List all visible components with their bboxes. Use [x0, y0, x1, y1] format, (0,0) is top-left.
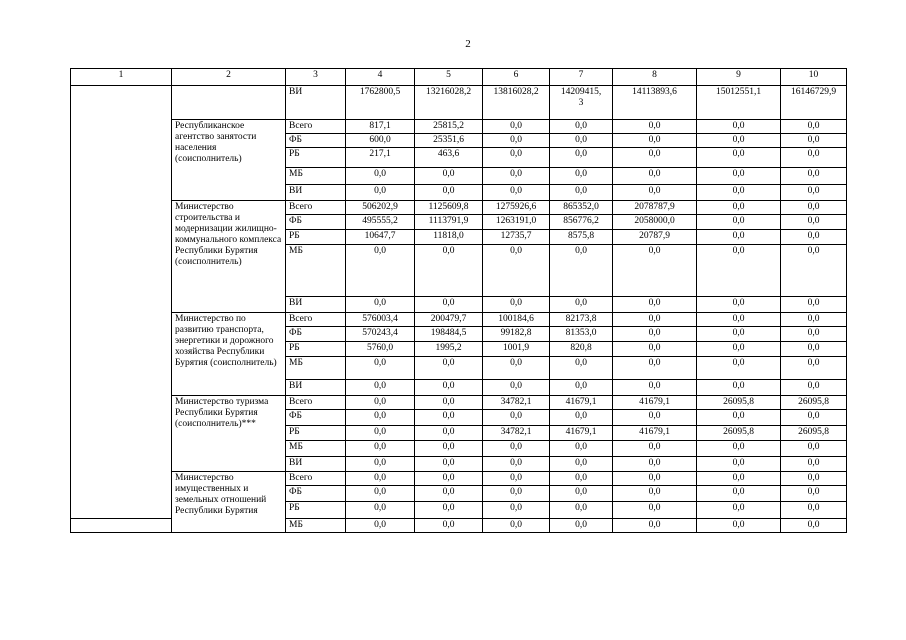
value-cell: 0,0: [415, 410, 483, 426]
funding-source-cell: РБ: [286, 502, 346, 519]
value-cell: 0,0: [781, 357, 847, 380]
value-cell: 13216028,2: [415, 86, 483, 120]
value-cell: 20787,9: [613, 230, 697, 245]
value-cell: 0,0: [483, 486, 550, 502]
funding-source-cell: МБ: [286, 441, 346, 457]
value-cell: 12735,7: [483, 230, 550, 245]
value-cell: 0,0: [415, 168, 483, 185]
value-cell: 0,0: [483, 380, 550, 396]
value-cell: 0,0: [781, 441, 847, 457]
value-cell: 0,0: [613, 519, 697, 533]
value-cell: 0,0: [697, 215, 781, 230]
value-cell: 0,0: [697, 441, 781, 457]
value-cell: 0,0: [550, 120, 613, 134]
value-cell: 0,0: [550, 245, 613, 297]
funding-source-cell: РБ: [286, 426, 346, 441]
value-cell: 0,0: [346, 410, 415, 426]
value-cell: 0,0: [697, 120, 781, 134]
value-cell: 14113893,6: [613, 86, 697, 120]
value-cell: 0,0: [697, 486, 781, 502]
funding-source-cell: ФБ: [286, 410, 346, 426]
header-cell: 4: [346, 69, 415, 86]
table-row: [71, 201, 847, 215]
value-cell: 0,0: [346, 297, 415, 313]
value-cell: 0,0: [483, 457, 550, 472]
value-cell: 0,0: [483, 502, 550, 519]
value-cell: 0,0: [550, 502, 613, 519]
value-cell: 0,0: [697, 297, 781, 313]
value-cell: 1275926,6: [483, 201, 550, 215]
value-cell: 0,0: [781, 134, 847, 148]
value-cell: 0,0: [346, 357, 415, 380]
funding-source-cell: ФБ: [286, 215, 346, 230]
value-cell: 0,0: [415, 185, 483, 201]
value-cell: 0,0: [781, 457, 847, 472]
value-cell: 0,0: [483, 168, 550, 185]
value-cell: 1263191,0: [483, 215, 550, 230]
value-cell: 0,0: [346, 245, 415, 297]
value-cell: 0,0: [346, 486, 415, 502]
table-row: [71, 472, 847, 486]
value-cell: 0,0: [697, 357, 781, 380]
value-cell: 16146729,9: [781, 86, 847, 120]
value-cell: 0,0: [613, 327, 697, 342]
value-cell: 495555,2: [346, 215, 415, 230]
value-cell: 0,0: [346, 396, 415, 410]
value-cell: 0,0: [346, 168, 415, 185]
executor-name: Министерство строительства и модернизации жилищно-коммунального комплекса Республики Бурятия (соисполнитель): [172, 201, 286, 313]
program-cell: [71, 86, 172, 519]
header-cell: 6: [483, 69, 550, 86]
value-cell: 0,0: [697, 245, 781, 297]
value-cell: 82173,8: [550, 313, 613, 327]
value-cell: 0,0: [415, 297, 483, 313]
value-cell: 13816028,2: [483, 86, 550, 120]
value-cell: 0,0: [415, 245, 483, 297]
value-cell: 0,0: [415, 502, 483, 519]
value-cell: 0,0: [346, 502, 415, 519]
value-cell: 0,0: [613, 245, 697, 297]
value-cell: 0,0: [697, 313, 781, 327]
value-cell: 0,0: [781, 297, 847, 313]
value-cell: 0,0: [697, 201, 781, 215]
value-cell: 0,0: [613, 441, 697, 457]
header-cell: 1: [71, 69, 172, 86]
executor-cell-blank: [172, 86, 286, 120]
funding-source-cell: РБ: [286, 148, 346, 168]
header-cell: 5: [415, 69, 483, 86]
funding-source-cell: МБ: [286, 519, 346, 533]
value-cell: 820,8: [550, 342, 613, 357]
value-cell: 0,0: [781, 502, 847, 519]
value-cell: 0,0: [550, 168, 613, 185]
executor-name: Министерство по развитию транспорта, энергетики и дорожного хозяйства Республики Бурятия (соисполнитель): [172, 313, 286, 396]
value-cell: 0,0: [550, 457, 613, 472]
value-cell: 0,0: [550, 185, 613, 201]
value-cell: 0,0: [697, 380, 781, 396]
value-cell: 0,0: [550, 519, 613, 533]
value-cell: 0,0: [781, 327, 847, 342]
value-cell: 0,0: [781, 201, 847, 215]
value-cell: 0,0: [781, 313, 847, 327]
value-cell: 11818,0: [415, 230, 483, 245]
value-cell: 99182,8: [483, 327, 550, 342]
value-cell: 0,0: [415, 486, 483, 502]
value-cell: 0,0: [697, 230, 781, 245]
value-cell: 0,0: [613, 120, 697, 134]
funding-source-cell: МБ: [286, 357, 346, 380]
budget-table: [70, 68, 847, 533]
value-cell: 41679,1: [613, 426, 697, 441]
value-cell: 0,0: [415, 380, 483, 396]
value-cell: 2078787,9: [613, 201, 697, 215]
value-cell: 0,0: [346, 519, 415, 533]
value-cell: 0,0: [483, 297, 550, 313]
value-cell: 0,0: [346, 472, 415, 486]
value-cell: 0,0: [550, 148, 613, 168]
value-cell: 15012551,1: [697, 86, 781, 120]
funding-source-cell: Всего: [286, 472, 346, 486]
funding-source-cell: ВИ: [286, 457, 346, 472]
executor-name: Министерство туризма Республики Бурятия (соисполнитель)***: [172, 396, 286, 472]
value-cell: 0,0: [613, 502, 697, 519]
value-cell: 0,0: [781, 215, 847, 230]
value-cell: 41679,1: [613, 396, 697, 410]
value-cell: 0,0: [781, 410, 847, 426]
value-cell: 576003,4: [346, 313, 415, 327]
value-cell: 25815,2: [415, 120, 483, 134]
value-cell: 200479,7: [415, 313, 483, 327]
value-cell: 0,0: [483, 441, 550, 457]
value-cell: 0,0: [781, 185, 847, 201]
value-cell: 41679,1: [550, 396, 613, 410]
value-cell: 0,0: [483, 410, 550, 426]
value-cell: 26095,8: [781, 426, 847, 441]
value-cell: 1762800,5: [346, 86, 415, 120]
value-cell: 570243,4: [346, 327, 415, 342]
funding-source-cell: МБ: [286, 245, 346, 297]
funding-source-cell: Всего: [286, 201, 346, 215]
value-cell: 0,0: [781, 168, 847, 185]
value-cell: 0,0: [613, 134, 697, 148]
value-cell: 0,0: [415, 472, 483, 486]
header-cell: 3: [286, 69, 346, 86]
value-cell: 0,0: [697, 457, 781, 472]
value-cell: 0,0: [415, 426, 483, 441]
value-cell: 198484,5: [415, 327, 483, 342]
funding-source-cell: РБ: [286, 342, 346, 357]
value-cell: 0,0: [550, 410, 613, 426]
value-cell: 865352,0: [550, 201, 613, 215]
value-cell: 0,0: [415, 441, 483, 457]
value-cell: 0,0: [483, 357, 550, 380]
value-cell: 0,0: [550, 134, 613, 148]
value-cell: 0,0: [613, 380, 697, 396]
value-cell: 0,0: [781, 245, 847, 297]
funding-source-cell: РБ: [286, 230, 346, 245]
value-cell: 817,1: [346, 120, 415, 134]
value-cell: 100184,6: [483, 313, 550, 327]
program-cell-next: [71, 519, 172, 533]
value-cell: 1001,9: [483, 342, 550, 357]
value-cell: 0,0: [613, 486, 697, 502]
funding-source-cell: ВИ: [286, 297, 346, 313]
value-cell: 0,0: [613, 410, 697, 426]
value-cell: 0,0: [697, 148, 781, 168]
value-cell: 0,0: [781, 120, 847, 134]
value-cell: 0,0: [613, 297, 697, 313]
funding-source-cell: ВИ: [286, 380, 346, 396]
value-cell: 0,0: [697, 472, 781, 486]
value-cell: 0,0: [697, 519, 781, 533]
value-cell: 0,0: [346, 441, 415, 457]
value-cell: 0,0: [613, 472, 697, 486]
value-cell: 0,0: [781, 230, 847, 245]
value-cell: 0,0: [781, 472, 847, 486]
value-cell: 0,0: [697, 327, 781, 342]
value-cell: 0,0: [613, 457, 697, 472]
value-cell: 0,0: [613, 168, 697, 185]
funding-source-cell: Всего: [286, 396, 346, 410]
value-cell: 41679,1: [550, 426, 613, 441]
funding-source-cell: МБ: [286, 168, 346, 185]
value-cell: 34782,1: [483, 396, 550, 410]
value-cell: 0,0: [613, 313, 697, 327]
executor-name: Министерство имущественных и земельных отношений Республики Бурятия: [172, 472, 286, 533]
value-cell: 0,0: [781, 380, 847, 396]
executor-name: Республиканское агентство занятости населения (соисполнитель): [172, 120, 286, 201]
value-cell: 1113791,9: [415, 215, 483, 230]
value-cell: 0,0: [613, 185, 697, 201]
value-cell: 1125609,8: [415, 201, 483, 215]
value-cell: 0,0: [697, 410, 781, 426]
value-cell: 0,0: [550, 380, 613, 396]
value-cell: 8575,8: [550, 230, 613, 245]
value-cell: 1995,2: [415, 342, 483, 357]
value-cell: 0,0: [781, 342, 847, 357]
value-cell: 506202,9: [346, 201, 415, 215]
value-cell: 0,0: [697, 342, 781, 357]
value-cell: 0,0: [415, 357, 483, 380]
value-cell: 217,1: [346, 148, 415, 168]
table-row: [71, 86, 847, 120]
value-cell: 0,0: [697, 134, 781, 148]
funding-source-cell: ФБ: [286, 486, 346, 502]
header-cell: 7: [550, 69, 613, 86]
value-cell: 0,0: [483, 134, 550, 148]
header-cell: 9: [697, 69, 781, 86]
value-cell: 0,0: [483, 472, 550, 486]
value-cell: 0,0: [483, 185, 550, 201]
value-cell: 34782,1: [483, 426, 550, 441]
funding-source-cell: ФБ: [286, 134, 346, 148]
value-cell: 0,0: [781, 148, 847, 168]
value-cell: 0,0: [697, 168, 781, 185]
value-cell: 0,0: [483, 519, 550, 533]
header-cell: 10: [781, 69, 847, 86]
value-cell: 14209415, 3: [550, 86, 613, 120]
value-cell: 0,0: [346, 185, 415, 201]
header-row: [71, 69, 847, 86]
value-cell: 0,0: [550, 472, 613, 486]
value-cell: 5760,0: [346, 342, 415, 357]
value-cell: 0,0: [346, 426, 415, 441]
value-cell: 0,0: [550, 297, 613, 313]
funding-source-cell: ВИ: [286, 185, 346, 201]
value-cell: 0,0: [346, 380, 415, 396]
value-cell: 26095,8: [697, 396, 781, 410]
value-cell: 0,0: [781, 519, 847, 533]
value-cell: 81353,0: [550, 327, 613, 342]
value-cell: 0,0: [781, 486, 847, 502]
value-cell: 0,0: [483, 120, 550, 134]
value-cell: 0,0: [613, 148, 697, 168]
value-cell: 26095,8: [697, 426, 781, 441]
value-cell: 10647,7: [346, 230, 415, 245]
value-cell: 0,0: [613, 342, 697, 357]
funding-source-cell: Всего: [286, 120, 346, 134]
header-cell: 2: [172, 69, 286, 86]
value-cell: 0,0: [415, 519, 483, 533]
value-cell: 0,0: [346, 457, 415, 472]
value-cell: 0,0: [550, 357, 613, 380]
value-cell: 25351,6: [415, 134, 483, 148]
funding-source-cell: ФБ: [286, 327, 346, 342]
value-cell: 0,0: [415, 396, 483, 410]
value-cell: 0,0: [483, 245, 550, 297]
header-cell: 8: [613, 69, 697, 86]
value-cell: 0,0: [550, 441, 613, 457]
value-cell: 0,0: [483, 148, 550, 168]
value-cell: 0,0: [613, 357, 697, 380]
funding-source-cell: ВИ: [286, 86, 346, 120]
value-cell: 856776,2: [550, 215, 613, 230]
value-cell: 0,0: [697, 502, 781, 519]
table-row: [71, 396, 847, 410]
value-cell: 0,0: [697, 185, 781, 201]
value-cell: 0,0: [415, 457, 483, 472]
value-cell: 463,6: [415, 148, 483, 168]
value-cell: 600,0: [346, 134, 415, 148]
page-number: 2: [465, 38, 471, 50]
value-cell: 26095,8: [781, 396, 847, 410]
value-cell: 0,0: [550, 486, 613, 502]
value-cell: 2058000,0: [613, 215, 697, 230]
table-row: [71, 313, 847, 327]
funding-source-cell: Всего: [286, 313, 346, 327]
table-row: [71, 120, 847, 134]
